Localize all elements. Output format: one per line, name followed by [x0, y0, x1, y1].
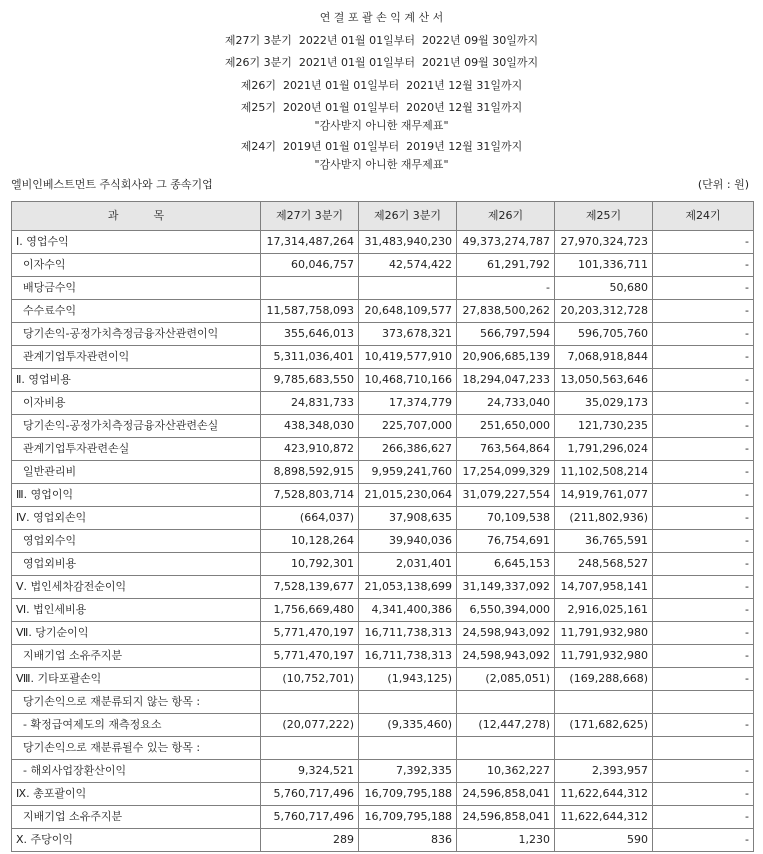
- table-row: [12, 323, 754, 346]
- row-value: 9,324,521: [261, 760, 359, 783]
- row-value: 16,709,795,188: [359, 806, 457, 829]
- row-value: 36,765,591: [555, 530, 653, 553]
- row-value: 5,771,470,197: [261, 622, 359, 645]
- row-value: -: [653, 645, 754, 668]
- row-value: -: [653, 829, 754, 852]
- row-value: 121,730,235: [555, 415, 653, 438]
- row-value: 1,230: [457, 829, 555, 852]
- row-label: Ⅱ. 영업비용: [12, 369, 261, 392]
- row-label: Ⅸ. 총포괄이익: [12, 783, 261, 806]
- row-value: -: [653, 346, 754, 369]
- row-value: 39,940,036: [359, 530, 457, 553]
- table-row: [12, 599, 754, 622]
- row-value: 1,756,669,480: [261, 599, 359, 622]
- table-row: [12, 346, 754, 369]
- row-value: 10,128,264: [261, 530, 359, 553]
- table-row: [12, 461, 754, 484]
- row-label: Ⅵ. 법인세비용: [12, 599, 261, 622]
- row-value: 7,528,803,714: [261, 484, 359, 507]
- row-value: [653, 737, 754, 760]
- row-label: Ⅶ. 당기순이익: [12, 622, 261, 645]
- row-value: 16,711,738,313: [359, 622, 457, 645]
- row-value: -: [653, 254, 754, 277]
- row-value: [359, 691, 457, 714]
- column-header: 제24기: [653, 202, 754, 231]
- table-row: [12, 622, 754, 645]
- row-value: 11,791,932,980: [555, 622, 653, 645]
- row-label: 일반관리비: [12, 461, 261, 484]
- row-value: -: [653, 622, 754, 645]
- row-value: 24,596,858,041: [457, 806, 555, 829]
- row-value: 355,646,013: [261, 323, 359, 346]
- row-value: (12,447,278): [457, 714, 555, 737]
- row-value: -: [653, 484, 754, 507]
- row-value: 18,294,047,233: [457, 369, 555, 392]
- row-label: - 확정급여제도의 재측정요소: [12, 714, 261, 737]
- table-row: [12, 806, 754, 829]
- table-row: [12, 415, 754, 438]
- row-value: 20,648,109,577: [359, 300, 457, 323]
- row-value: -: [653, 461, 754, 484]
- table-row: [12, 576, 754, 599]
- row-label: Ⅰ. 영업수익: [12, 231, 261, 254]
- row-value: 7,068,918,844: [555, 346, 653, 369]
- period-line-27q3: 제27기 3분기 2022년 01월 01일부터 2022년 09월 30일까지: [224, 34, 539, 47]
- row-value: 596,705,760: [555, 323, 653, 346]
- row-value: 10,468,710,166: [359, 369, 457, 392]
- row-label: 당기손익-공정가치측정금융자산관련손실: [12, 415, 261, 438]
- row-value: 438,348,030: [261, 415, 359, 438]
- row-value: 4,341,400,386: [359, 599, 457, 622]
- row-label: 당기손익으로 재분류되지 않는 항목 :: [12, 691, 261, 714]
- row-value: 24,733,040: [457, 392, 555, 415]
- row-value: 2,031,401: [359, 553, 457, 576]
- row-value: [261, 277, 359, 300]
- row-value: 13,050,563,646: [555, 369, 653, 392]
- row-value: 6,645,153: [457, 553, 555, 576]
- row-value: [457, 691, 555, 714]
- row-value: 5,760,717,496: [261, 783, 359, 806]
- row-value: 21,053,138,699: [359, 576, 457, 599]
- row-value: 17,254,099,329: [457, 461, 555, 484]
- report-title: 연 결 포 괄 손 익 계 산 서: [319, 11, 444, 24]
- row-value: 60,046,757: [261, 254, 359, 277]
- row-label: 배당금수익: [12, 277, 261, 300]
- row-value: 11,622,644,312: [555, 806, 653, 829]
- row-value: (2,085,051): [457, 668, 555, 691]
- row-label: 당기손익으로 재분류될수 있는 항목 :: [12, 737, 261, 760]
- row-value: 42,574,422: [359, 254, 457, 277]
- row-value: 10,362,227: [457, 760, 555, 783]
- row-value: 37,908,635: [359, 507, 457, 530]
- row-value: 11,622,644,312: [555, 783, 653, 806]
- row-label: 이자비용: [12, 392, 261, 415]
- row-value: (169,288,668): [555, 668, 653, 691]
- row-value: 423,910,872: [261, 438, 359, 461]
- row-value: 101,336,711: [555, 254, 653, 277]
- row-value: -: [653, 668, 754, 691]
- row-value: 266,386,627: [359, 438, 457, 461]
- row-value: -: [653, 392, 754, 415]
- row-label: Ⅷ. 기타포괄손익: [12, 668, 261, 691]
- row-value: 763,564,864: [457, 438, 555, 461]
- row-value: 248,568,527: [555, 553, 653, 576]
- row-value: 24,598,943,092: [457, 645, 555, 668]
- row-value: 14,707,958,141: [555, 576, 653, 599]
- table-body: [12, 231, 754, 852]
- row-value: 10,419,577,910: [359, 346, 457, 369]
- row-value: 11,791,932,980: [555, 645, 653, 668]
- row-value: 70,109,538: [457, 507, 555, 530]
- column-header: 제25기: [555, 202, 653, 231]
- income-statement-table: [11, 201, 754, 852]
- row-value: 836: [359, 829, 457, 852]
- row-value: 9,959,241,760: [359, 461, 457, 484]
- row-label: Ⅴ. 법인세차감전순이익: [12, 576, 261, 599]
- row-label: 관계기업투자관련손실: [12, 438, 261, 461]
- period-line-26q3: 제26기 3분기 2021년 01월 01일부터 2021년 09월 30일까지: [224, 56, 539, 69]
- row-value: -: [653, 553, 754, 576]
- unit-label: (단위 : 원): [697, 178, 749, 191]
- row-value: 16,711,738,313: [359, 645, 457, 668]
- row-value: [261, 691, 359, 714]
- table-header-row: [12, 202, 754, 231]
- row-value: 49,373,274,787: [457, 231, 555, 254]
- row-label: Ⅹ. 주당이익: [12, 829, 261, 852]
- row-value: 6,550,394,000: [457, 599, 555, 622]
- row-value: 24,598,943,092: [457, 622, 555, 645]
- table-row: [12, 760, 754, 783]
- table-row: [12, 254, 754, 277]
- table-row: [12, 277, 754, 300]
- row-value: -: [653, 760, 754, 783]
- row-value: 24,596,858,041: [457, 783, 555, 806]
- row-value: (20,077,222): [261, 714, 359, 737]
- row-value: -: [653, 806, 754, 829]
- row-value: 76,754,691: [457, 530, 555, 553]
- table-row: [12, 714, 754, 737]
- row-value: -: [653, 530, 754, 553]
- row-value: 17,374,779: [359, 392, 457, 415]
- row-value: 5,311,036,401: [261, 346, 359, 369]
- row-value: (664,037): [261, 507, 359, 530]
- row-value: [555, 737, 653, 760]
- row-value: 14,919,761,077: [555, 484, 653, 507]
- column-header: 제26기: [457, 202, 555, 231]
- period-line-26: 제26기 2021년 01월 01일부터 2021년 12월 31일까지: [240, 79, 523, 92]
- row-label: 영업외비용: [12, 553, 261, 576]
- row-value: 7,392,335: [359, 760, 457, 783]
- table-row: [12, 507, 754, 530]
- row-value: -: [653, 277, 754, 300]
- row-value: 31,079,227,554: [457, 484, 555, 507]
- row-label: 지배기업 소유주지분: [12, 806, 261, 829]
- row-value: 566,797,594: [457, 323, 555, 346]
- row-value: -: [653, 231, 754, 254]
- row-value: -: [653, 438, 754, 461]
- row-value: -: [457, 277, 555, 300]
- column-header: 제27기 3분기: [261, 202, 359, 231]
- table-row: [12, 783, 754, 806]
- row-value: (10,752,701): [261, 668, 359, 691]
- row-value: 17,314,487,264: [261, 231, 359, 254]
- row-value: 50,680: [555, 277, 653, 300]
- row-value: 20,906,685,139: [457, 346, 555, 369]
- row-value: 61,291,792: [457, 254, 555, 277]
- row-value: 9,785,683,550: [261, 369, 359, 392]
- row-value: (211,802,936): [555, 507, 653, 530]
- row-value: [653, 691, 754, 714]
- table-row: [12, 392, 754, 415]
- row-value: 5,760,717,496: [261, 806, 359, 829]
- row-value: 5,771,470,197: [261, 645, 359, 668]
- row-label: 수수료수익: [12, 300, 261, 323]
- unaudited-note-24: "감사받지 아니한 재무제표": [314, 158, 449, 171]
- row-value: 1,791,296,024: [555, 438, 653, 461]
- row-value: 31,149,337,092: [457, 576, 555, 599]
- row-value: -: [653, 576, 754, 599]
- row-value: 8,898,592,915: [261, 461, 359, 484]
- row-value: 24,831,733: [261, 392, 359, 415]
- row-label: - 해외사업장환산이익: [12, 760, 261, 783]
- row-value: [555, 691, 653, 714]
- row-value: 16,709,795,188: [359, 783, 457, 806]
- row-label: Ⅳ. 영업외손익: [12, 507, 261, 530]
- row-value: 225,707,000: [359, 415, 457, 438]
- period-line-24: 제24기 2019년 01월 01일부터 2019년 12월 31일까지: [240, 140, 523, 153]
- row-value: -: [653, 714, 754, 737]
- row-label: Ⅲ. 영업이익: [12, 484, 261, 507]
- row-value: 7,528,139,677: [261, 576, 359, 599]
- period-line-25: 제25기 2020년 01월 01일부터 2020년 12월 31일까지: [240, 101, 523, 114]
- row-value: 251,650,000: [457, 415, 555, 438]
- row-value: 2,393,957: [555, 760, 653, 783]
- row-value: 373,678,321: [359, 323, 457, 346]
- row-value: -: [653, 323, 754, 346]
- row-value: 11,587,758,093: [261, 300, 359, 323]
- row-value: -: [653, 507, 754, 530]
- row-value: 20,203,312,728: [555, 300, 653, 323]
- unaudited-note-25: "감사받지 아니한 재무제표": [314, 119, 449, 132]
- row-value: -: [653, 415, 754, 438]
- table-row: [12, 829, 754, 852]
- row-value: 2,916,025,161: [555, 599, 653, 622]
- row-label: 이자수익: [12, 254, 261, 277]
- row-value: (9,335,460): [359, 714, 457, 737]
- company-name: 엘비인베스트먼트 주식회사와 그 종속기업: [11, 178, 213, 191]
- row-label: 지배기업 소유주지분: [12, 645, 261, 668]
- row-value: (171,682,625): [555, 714, 653, 737]
- row-value: 10,792,301: [261, 553, 359, 576]
- table-row: [12, 645, 754, 668]
- row-value: 21,015,230,064: [359, 484, 457, 507]
- table-row: [12, 231, 754, 254]
- row-value: (1,943,125): [359, 668, 457, 691]
- row-value: -: [653, 300, 754, 323]
- table-row: [12, 484, 754, 507]
- row-value: -: [653, 369, 754, 392]
- row-value: 31,483,940,230: [359, 231, 457, 254]
- table-row: [12, 668, 754, 691]
- table-row: [12, 553, 754, 576]
- row-value: 27,970,324,723: [555, 231, 653, 254]
- row-value: 590: [555, 829, 653, 852]
- table-row: [12, 369, 754, 392]
- row-value: [359, 737, 457, 760]
- row-value: 11,102,508,214: [555, 461, 653, 484]
- row-value: 27,838,500,262: [457, 300, 555, 323]
- table-row: [12, 300, 754, 323]
- row-value: [261, 737, 359, 760]
- row-label: 영업외수익: [12, 530, 261, 553]
- row-label: 관계기업투자관련이익: [12, 346, 261, 369]
- row-value: [457, 737, 555, 760]
- row-label: 당기손익-공정가치측정금융자산관련이익: [12, 323, 261, 346]
- table-row: [12, 737, 754, 760]
- column-header: 제26기 3분기: [359, 202, 457, 231]
- row-value: -: [653, 783, 754, 806]
- row-value: 35,029,173: [555, 392, 653, 415]
- row-value: -: [653, 599, 754, 622]
- row-value: [359, 277, 457, 300]
- table-row: [12, 438, 754, 461]
- row-value: 289: [261, 829, 359, 852]
- table-row: [12, 691, 754, 714]
- table-row: [12, 530, 754, 553]
- column-header: 과 목: [12, 202, 261, 231]
